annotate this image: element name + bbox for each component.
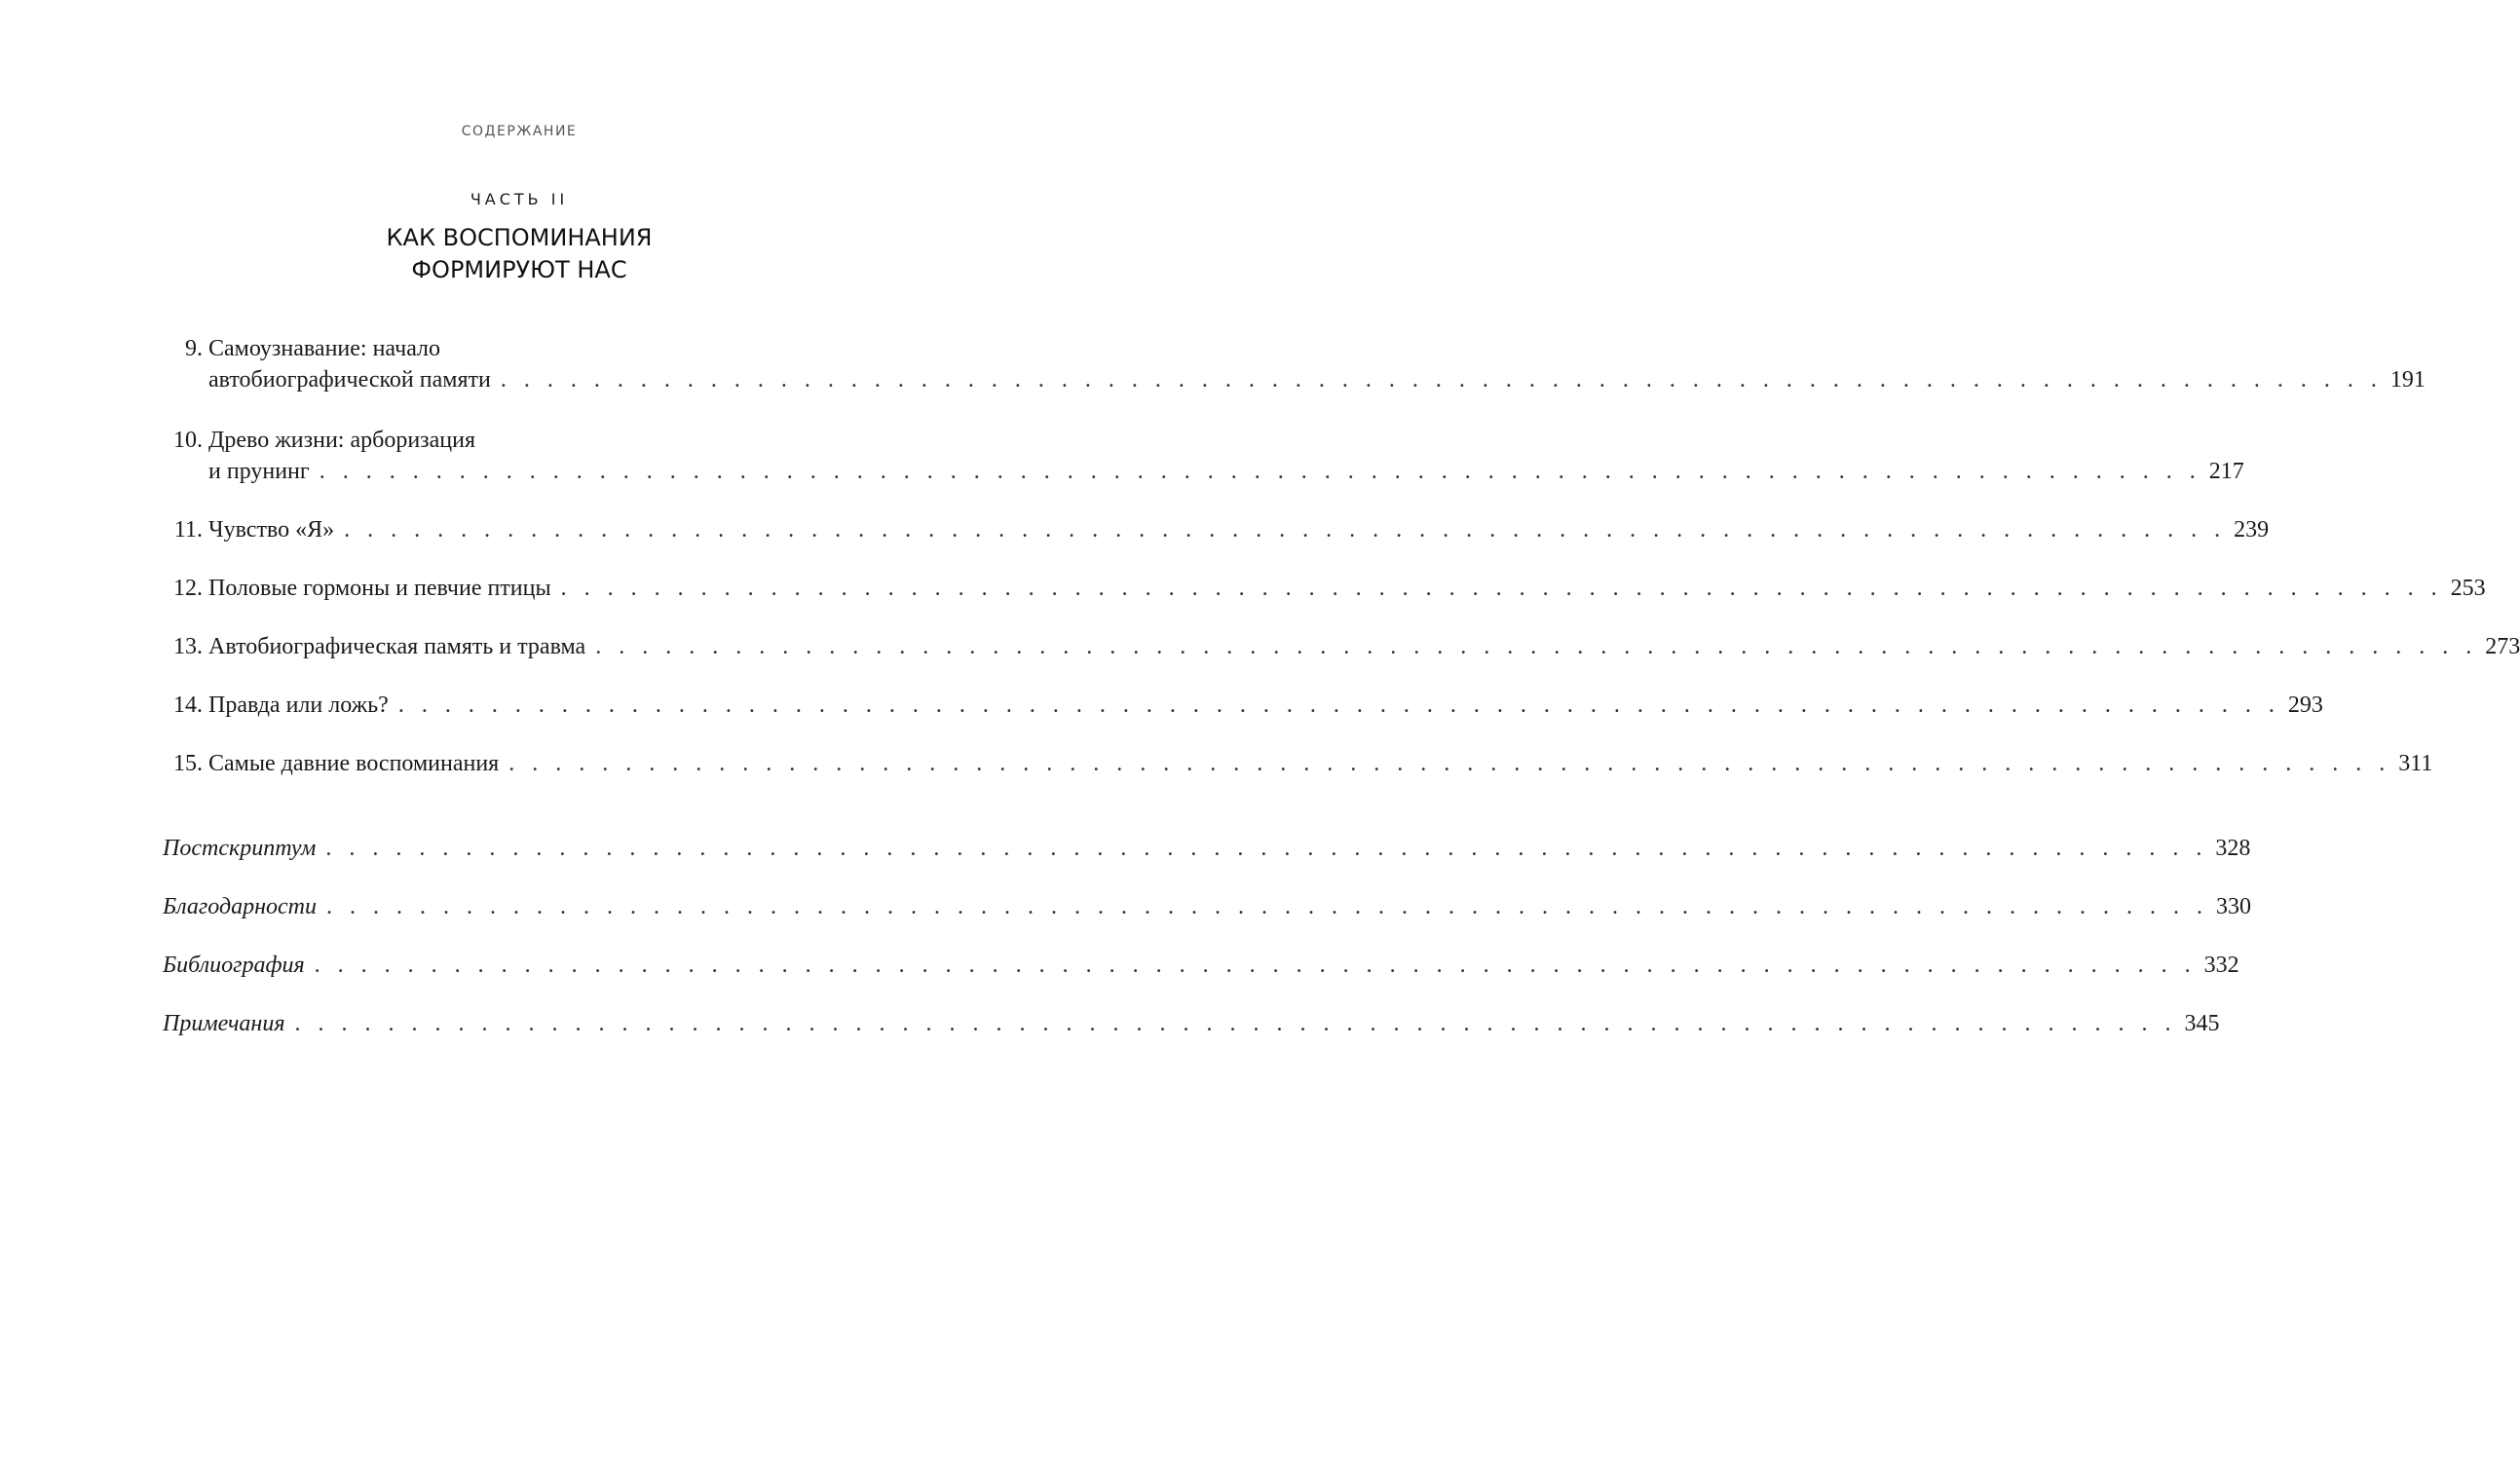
part-title [0,222,1038,286]
toc-entry-bibliography[interactable] [163,950,2239,981]
leader-dots: . . . . . . . . . . . . . . . . . . . . . . . . . . . . . . . . . . . . . . . . . . . . . . . . . . . . . . . . . . . . . . . . . . . . . . . . . . . . . . . . . [326,894,2208,919]
toc-entry-chapter-9[interactable] [163,333,2426,395]
leader-dots: . . . . . . . . . . . . . . . . . . . . . . . . . . . . . . . . . . . . . . . . . . . . . . . . . . . . . . . . . . . . . . . . . . . . . . . . . . . . . . . . . [325,836,2208,861]
toc-entry-chapter-15[interactable] [163,748,2433,779]
chapter-title: Чувство «Я» [208,517,335,543]
chapter-title-continued: и прунинг [208,459,310,484]
part-title-line-1: КАК ВОСПОМИНАНИЯ [386,224,653,251]
back-matter-title: Постскриптум [163,836,317,861]
page-number: 217 [2208,459,2244,484]
chapter-number: 11. [173,517,203,543]
toc-entry-chapter-13[interactable] [163,631,2520,662]
back-matter-title: Библиография [163,953,305,978]
running-head: СОДЕРЖАНИЕ [461,124,578,139]
page-number: 345 [2184,1011,2220,1036]
leader-dots: . . . . . . . . . . . . . . . . . . . . . . . . . . . . . . . . . . . . . . . . . . . . . . . . . . . . . . . . . . . . . . . . . . . . . . . . . . . . . . . . . [294,1011,2177,1036]
chapter-title: Самые давние воспоминания [208,751,500,776]
part-label: ЧАСТЬ II [470,190,569,208]
page-number: 191 [2389,367,2426,393]
page-number: 328 [2215,836,2251,861]
leader-dots: . . . . . . . . . . . . . . . . . . . . . . . . . . . . . . . . . . . . . . . . . . . . . . . . . . . . . . . . . . . . . . . . . . . . . . . . . . . . . . . . . [560,576,2443,601]
page-number: 330 [2216,894,2251,919]
leader-dots: . . . . . . . . . . . . . . . . . . . . . . . . . . . . . . . . . . . . . . . . . . . . . . . . . . . . . . . . . . . . . . . . . . . . . . . . . . . . . . . . . [397,693,2280,718]
toc-entry-postscript[interactable] [163,833,2251,864]
leader-dots: . . . . . . . . . . . . . . . . . . . . . . . . . . . . . . . . . . . . . . . . . . . . . . . . . . . . . . . . . . . . . . . . . . . . . . . . . . . . . . . . . [500,367,2383,393]
leader-dots: . . . . . . . . . . . . . . . . . . . . . . . . . . . . . . . . . . . . . . . . . . . . . . . . . . . . . . . . . . . . . . . . . . . . . . . . . . . . . . . . . [508,751,2391,776]
page-number: 239 [2234,517,2270,543]
chapter-title-continued: автобиографической памяти [208,367,491,393]
toc-entry-chapter-11[interactable] [163,514,2270,545]
back-matter-title: Благодарности [163,894,317,919]
chapter-title: Правда или ложь? [208,693,389,718]
leader-dots: . . . . . . . . . . . . . . . . . . . . . . . . . . . . . . . . . . . . . . . . . . . . . . . . . . . . . . . . . . . . . . . . . . . . . . . . . . . . . . . . . [344,517,2227,543]
page-number: 332 [2203,953,2239,978]
toc-entry-chapter-10[interactable] [163,425,2244,487]
page-number: 311 [2398,751,2433,776]
chapter-title: Древо жизни: арборизация [208,428,476,453]
toc-entry-chapter-12[interactable] [163,573,2486,604]
leader-dots: . . . . . . . . . . . . . . . . . . . . . . . . . . . . . . . . . . . . . . . . . . . . . . . . . . . . . . . . . . . . . . . . . . . . . . . . . . . . . . . . . [319,459,2201,484]
chapter-number: 12. [173,576,203,601]
chapter-number: 15. [173,751,203,776]
back-matter-title: Примечания [163,1011,285,1036]
page-number: 293 [2287,693,2323,718]
toc-entry-acknowledgements[interactable] [163,891,2251,922]
chapter-number: 9. [185,336,203,361]
toc-entry-notes[interactable] [163,1008,2220,1039]
chapter-title: Самоузнавание: начало [208,336,441,361]
chapter-number: 13. [173,634,203,659]
chapter-title: Автобиографическая память и травма [208,634,586,659]
page-number: 273 [2485,634,2520,659]
leader-dots: . . . . . . . . . . . . . . . . . . . . . . . . . . . . . . . . . . . . . . . . . . . . . . . . . . . . . . . . . . . . . . . . . . . . . . . . . . . . . . . . . [314,953,2197,978]
chapter-title: Половые гормоны и певчие птицы [208,576,551,601]
chapter-number: 10. [173,428,203,453]
page-number: 253 [2450,576,2486,601]
part-title-line-2: ФОРМИРУЮТ НАС [411,256,627,283]
chapter-number: 14. [173,693,203,718]
toc-entry-chapter-14[interactable] [163,690,2323,721]
leader-dots: . . . . . . . . . . . . . . . . . . . . . . . . . . . . . . . . . . . . . . . . . . . . . . . . . . . . . . . . . . . . . . . . . . . . . . . . . . . . . . . . . [595,634,2478,659]
